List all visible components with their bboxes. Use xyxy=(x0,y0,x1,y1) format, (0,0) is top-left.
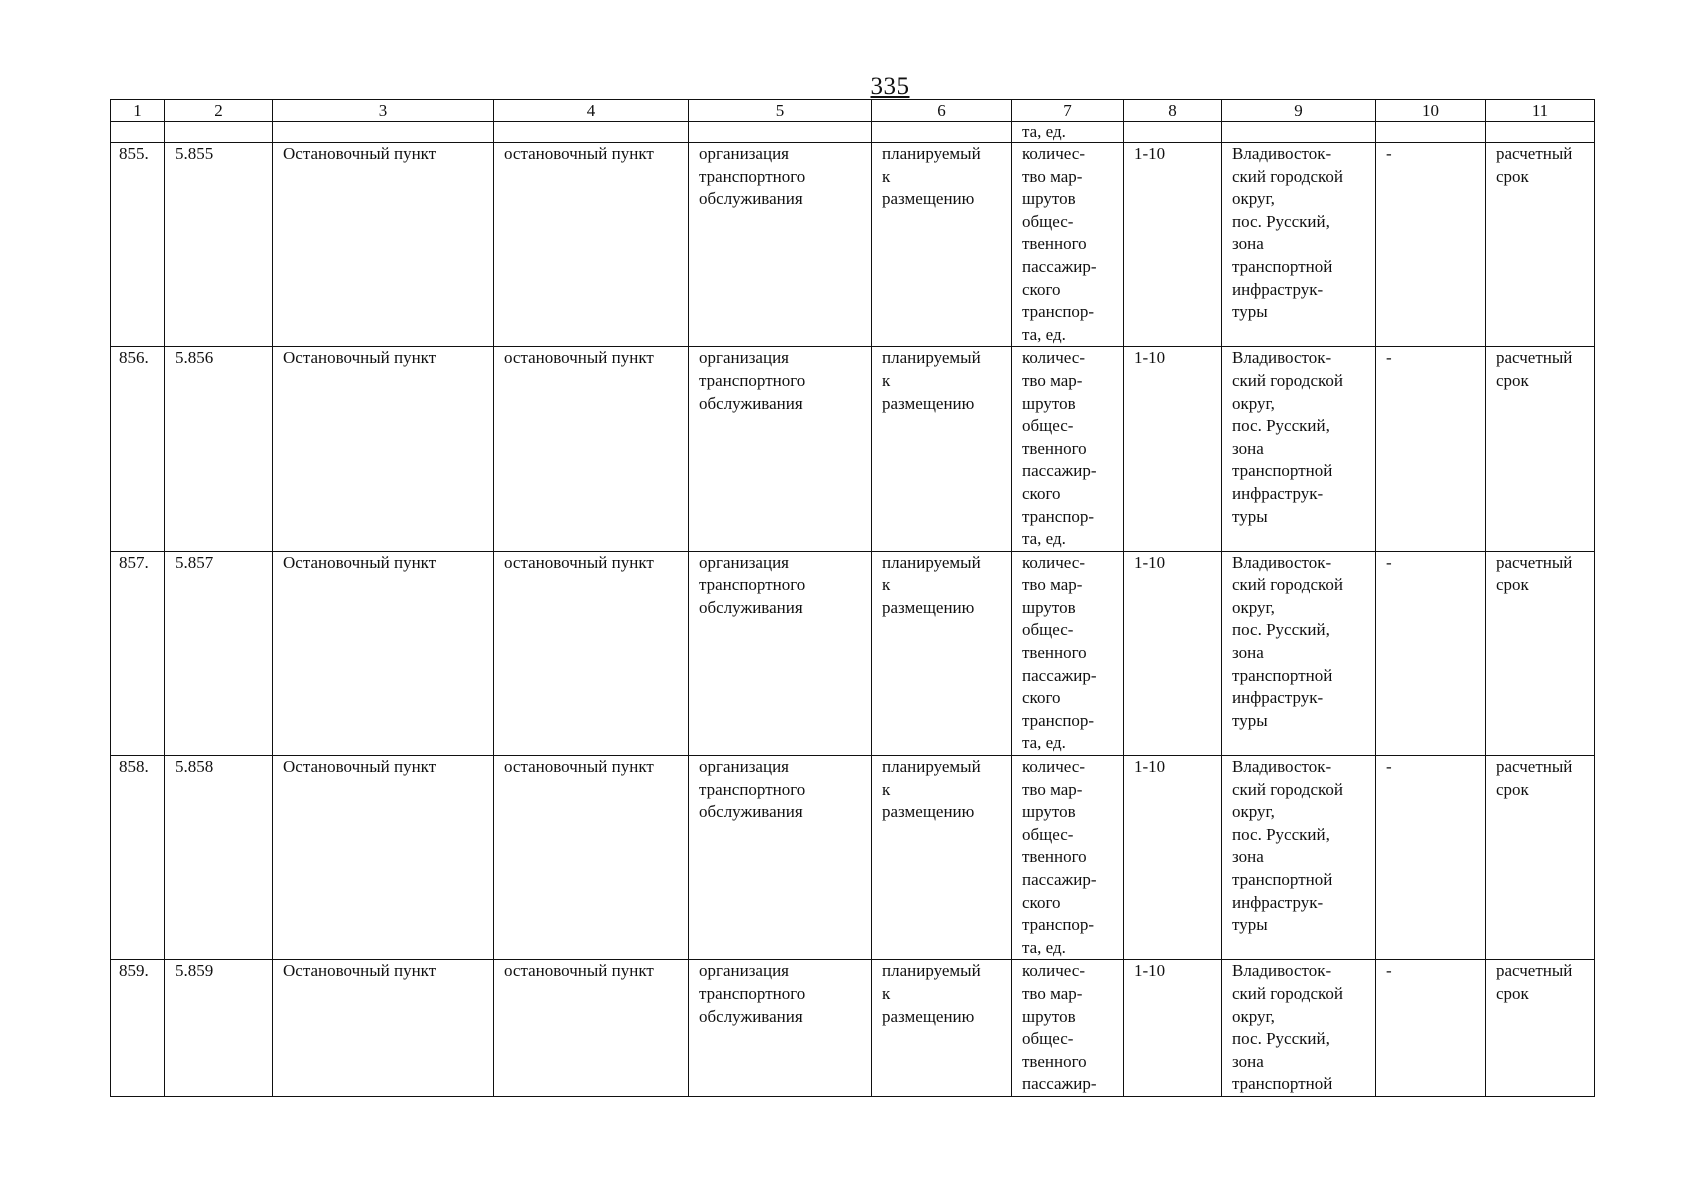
column-header: 3 xyxy=(273,100,494,122)
location-cell: Владивосток- ский городской округ, пос. Русский, зона транспортной инфраструк- туры xyxy=(1222,347,1376,551)
purpose-cell: организация транспортного обслуживания xyxy=(689,347,872,551)
column-10-cell: - xyxy=(1376,347,1486,551)
table-cell xyxy=(1222,122,1376,143)
column-header: 4 xyxy=(494,100,689,122)
row-number-cell: 855. xyxy=(111,143,165,347)
status-cell: планируемый к размещению xyxy=(872,551,1012,755)
indicator-cell: количес- тво мар- шрутов общес- твенного пассажир- xyxy=(1012,960,1124,1097)
type-cell: остановочный пункт xyxy=(494,551,689,755)
column-header: 1 xyxy=(111,100,165,122)
purpose-cell: организация транспортного обслуживания xyxy=(689,143,872,347)
row-number-cell: 856. xyxy=(111,347,165,551)
table-row xyxy=(111,960,1595,1097)
type-cell: остановочный пункт xyxy=(494,756,689,960)
table-cell xyxy=(1376,122,1486,143)
table-cell: та, ед. xyxy=(1012,122,1124,143)
value-cell: 1-10 xyxy=(1124,143,1222,347)
code-cell: 5.857 xyxy=(165,551,273,755)
table-cell xyxy=(111,122,165,143)
term-cell: расчетный срок xyxy=(1486,756,1595,960)
table-cell xyxy=(1486,122,1595,143)
column-number-row xyxy=(111,100,1595,122)
planned-objects-table xyxy=(110,99,1595,1097)
location-cell: Владивосток- ский городской округ, пос. Русский, зона транспортной инфраструк- туры xyxy=(1222,143,1376,347)
column-header: 6 xyxy=(872,100,1012,122)
table-cell xyxy=(1124,122,1222,143)
location-cell: Владивосток- ский городской округ, пос. Русский, зона транспортной инфраструк- туры xyxy=(1222,551,1376,755)
table-row xyxy=(111,143,1595,347)
column-10-cell: - xyxy=(1376,551,1486,755)
name-cell: Остановочный пункт xyxy=(273,756,494,960)
location-cell: Владивосток- ский городской округ, пос. Русский, зона транспортной xyxy=(1222,960,1376,1097)
name-cell: Остановочный пункт xyxy=(273,143,494,347)
purpose-cell: организация транспортного обслуживания xyxy=(689,756,872,960)
table-cell xyxy=(494,122,689,143)
table-row xyxy=(111,347,1595,551)
term-cell: расчетный срок xyxy=(1486,347,1595,551)
term-cell: расчетный срок xyxy=(1486,551,1595,755)
table-cell xyxy=(689,122,872,143)
column-header: 7 xyxy=(1012,100,1124,122)
term-cell: расчетный срок xyxy=(1486,143,1595,347)
purpose-cell: организация транспортного обслуживания xyxy=(689,960,872,1097)
continuation-row xyxy=(111,122,1595,143)
type-cell: остановочный пункт xyxy=(494,960,689,1097)
code-cell: 5.855 xyxy=(165,143,273,347)
row-number-cell: 859. xyxy=(111,960,165,1097)
value-cell: 1-10 xyxy=(1124,551,1222,755)
column-10-cell: - xyxy=(1376,143,1486,347)
status-cell: планируемый к размещению xyxy=(872,960,1012,1097)
column-header: 9 xyxy=(1222,100,1376,122)
term-cell: расчетный срок xyxy=(1486,960,1595,1097)
location-cell: Владивосток- ский городской округ, пос. Русский, зона транспортной инфраструк- туры xyxy=(1222,756,1376,960)
name-cell: Остановочный пункт xyxy=(273,960,494,1097)
value-cell: 1-10 xyxy=(1124,347,1222,551)
status-cell: планируемый к размещению xyxy=(872,347,1012,551)
column-header: 2 xyxy=(165,100,273,122)
table-cell xyxy=(273,122,494,143)
column-header: 5 xyxy=(689,100,872,122)
status-cell: планируемый к размещению xyxy=(872,143,1012,347)
type-cell: остановочный пункт xyxy=(494,347,689,551)
indicator-cell: количес- тво мар- шрутов общес- твенного пассажир- ского транспор- та, ед. xyxy=(1012,347,1124,551)
row-number-cell: 857. xyxy=(111,551,165,755)
column-header: 8 xyxy=(1124,100,1222,122)
code-cell: 5.859 xyxy=(165,960,273,1097)
table-row xyxy=(111,756,1595,960)
name-cell: Остановочный пункт xyxy=(273,551,494,755)
column-header: 11 xyxy=(1486,100,1595,122)
row-number-cell: 858. xyxy=(111,756,165,960)
type-cell: остановочный пункт xyxy=(494,143,689,347)
table-row xyxy=(111,551,1595,755)
name-cell: Остановочный пункт xyxy=(273,347,494,551)
column-10-cell: - xyxy=(1376,756,1486,960)
purpose-cell: организация транспортного обслуживания xyxy=(689,551,872,755)
column-10-cell: - xyxy=(1376,960,1486,1097)
code-cell: 5.856 xyxy=(165,347,273,551)
indicator-cell: количес- тво мар- шрутов общес- твенного пассажир- ского транспор- та, ед. xyxy=(1012,143,1124,347)
table-cell xyxy=(872,122,1012,143)
value-cell: 1-10 xyxy=(1124,960,1222,1097)
table-cell xyxy=(165,122,273,143)
indicator-cell: количес- тво мар- шрутов общес- твенного пассажир- ского транспор- та, ед. xyxy=(1012,756,1124,960)
column-header: 10 xyxy=(1376,100,1486,122)
status-cell: планируемый к размещению xyxy=(872,756,1012,960)
indicator-cell: количес- тво мар- шрутов общес- твенного пассажир- ского транспор- та, ед. xyxy=(1012,551,1124,755)
value-cell: 1-10 xyxy=(1124,756,1222,960)
page-number: 335 xyxy=(870,73,910,100)
code-cell: 5.858 xyxy=(165,756,273,960)
